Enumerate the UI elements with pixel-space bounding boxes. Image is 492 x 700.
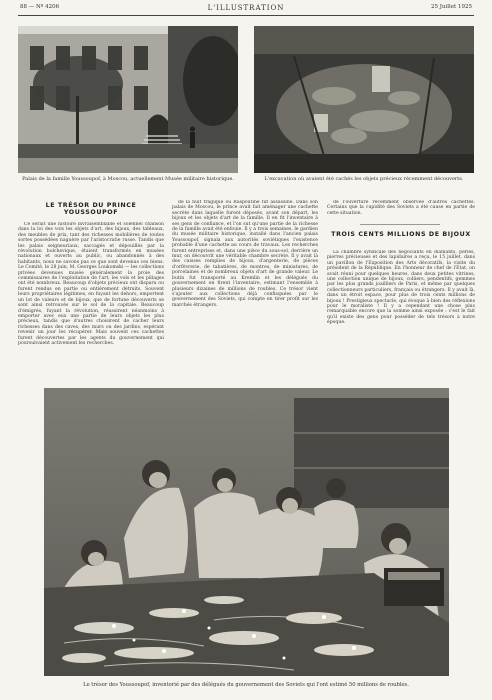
article2-column	[327, 250, 475, 382]
excavation-photo	[254, 26, 474, 173]
article1-col1-text: Ce serait une histoire invraisemblable et solennel chanson dans la loi des vols les objets d'art, des bijoux, des tableaux, des meubles de prix, tant des richesses mobilières de toutes sortes possédées naguère par l'aristocratie russe. Tandis que les palais seigneuriaux, saccagés et dépouillés par la révolution bolchevique, étaient transformés en musées nationaux et ouverts au public, ou abandonnés à des habitants, nous ne savons pas ce que sont devenus ces biens. Le Comité, le 28 juin, M. Georges Loukomski — les collections privées devenues musée généralement la proie des commissaires de l'exploitation de l'art, les vols et les pillages ont été nombreux. Beaucoup d'objets précieux ont disparu ou furent rendus en partie ou entièrement détruits. Souvent leurs propriétaires légitimes, en fuyant les dehors, emportent un lot de valeurs et de bijoux, que de fortune découverts se sont ainsi retrouvés sur le sol de la capitale. Beaucoup d'émigrés, fuyant la révolution, réussirent néanmoins à emporter avec eux une partie de leurs objets les plus précieux, tandis que d'autres choisirent de cacher leurs richesses dans des caves, des murs ou des jardins, espérant revenir un jour les récupérer. Mais souvent ces cachettes furent découvertes par les agents du gouvernement qui poursuivaient activement les recherches.	[18, 222, 164, 346]
treasure-caption: Le trésor des Youssoupof, inventorié par des délégués du gouvernement des Soviets qui l'ont estimé 50 millions de roubles.	[83, 682, 409, 688]
masthead: L'ILLUSTRATION	[207, 4, 285, 12]
article-separator	[360, 224, 440, 225]
article1-column-2	[172, 200, 318, 382]
article1-col2-text: de la nuit tragique où Raspoutine fut assassiné. Dans son palais de Moscou, le prince avait fait aménager une cachette secrète dans laquelle furent déposés, avant son départ, les bijoux et les objets d'art de la famille. Il en fit l'inventaire à ses gens de confiance, et l'on sut qu'une partie de la richesse de la famille avait été enfouie. Il y a trois semaines, le gardien du musée militaire historique, installé dans l'ancien palais Youssoupof, signala aux autorités soviétiques l'existence probable d'une cachette au cours de travaux. Les recherches furent entreprises et, dans une pièce du sous-sol, derrière un mur, on découvrit une véritable chambre secrète. Il y avait là des caisses remplies de bijoux, d'argenterie, de pièces d'orfèvrerie, de tabatières, de montres, de miniatures, de porcelaines et de nombreux objets d'art de grande valeur. Le butin fut transporté au Kremlin et les délégués du gouvernement en firent l'inventaire, estimant l'ensemble à plusieurs dizaines de millions de roubles. Ce trésor vient s'ajouter aux collections déjà confisquées par le gouvernement des Soviets, qui compte en tirer profit sur les marchés étrangers.	[172, 200, 318, 308]
article-title-bijoux: TROIS CENTS MILLIONS DE BIJOUX	[331, 231, 471, 238]
palace-image	[18, 26, 238, 173]
article2-text: La chambre syndicale des négociants en diamants, perles, pierres précieuses et des lapidaires a reçu, le 15 juillet, dans un pavillon de l'Exposition des Arts décoratifs, la visite du président de la République. En l'honneur de chef de l'État, on avait réuni pour quelques heures, dans deux petites vitrines, une collection unique de bijoux, colliers, pendentifs, gemmes par les plus grands joailliers de Paris, et même par quelques collectionneurs particuliers, français ou étrangers. Il y avait là, dans un étroit espace, pour plus de trois cents millions de bijoux ! Prestigieux spectacle, qui évoque à bien des réflexions pour le moraliste ! Il y a cependant une chose plus remarquable encore que la somme ainsi exposée : c'est le fait qu'il existe des gens pour posséder de tels trésors à notre époque.	[327, 250, 475, 326]
excavation-image	[254, 26, 474, 173]
treasure-image	[44, 388, 449, 676]
palace-caption: Palais de la famille Youssoupof, à Moscou, actuellement Musée militaire historique.	[22, 176, 234, 182]
excavation-caption: L'excavation où avaient été cachés les objets précieux récemment découverts.	[264, 176, 464, 182]
article-title-tresor: LE TRÉSOR DU PRINCE YOUSSOUPOF	[45, 202, 137, 216]
issue-date: 25 Juillet 1925	[431, 4, 472, 10]
header-rule	[18, 15, 474, 16]
article1-column-3	[327, 200, 475, 218]
treasure-inventory-photo	[44, 388, 449, 676]
article1-col3-text: de l'ouverture récemment observée d'autres cachettes. Certains que la cupidité des Soviets a été cause en partie de cette situation.	[327, 200, 475, 216]
article1-column-1	[18, 222, 164, 382]
palace-photo	[18, 26, 238, 173]
page-number: 88 — Nº 4206	[20, 4, 60, 10]
